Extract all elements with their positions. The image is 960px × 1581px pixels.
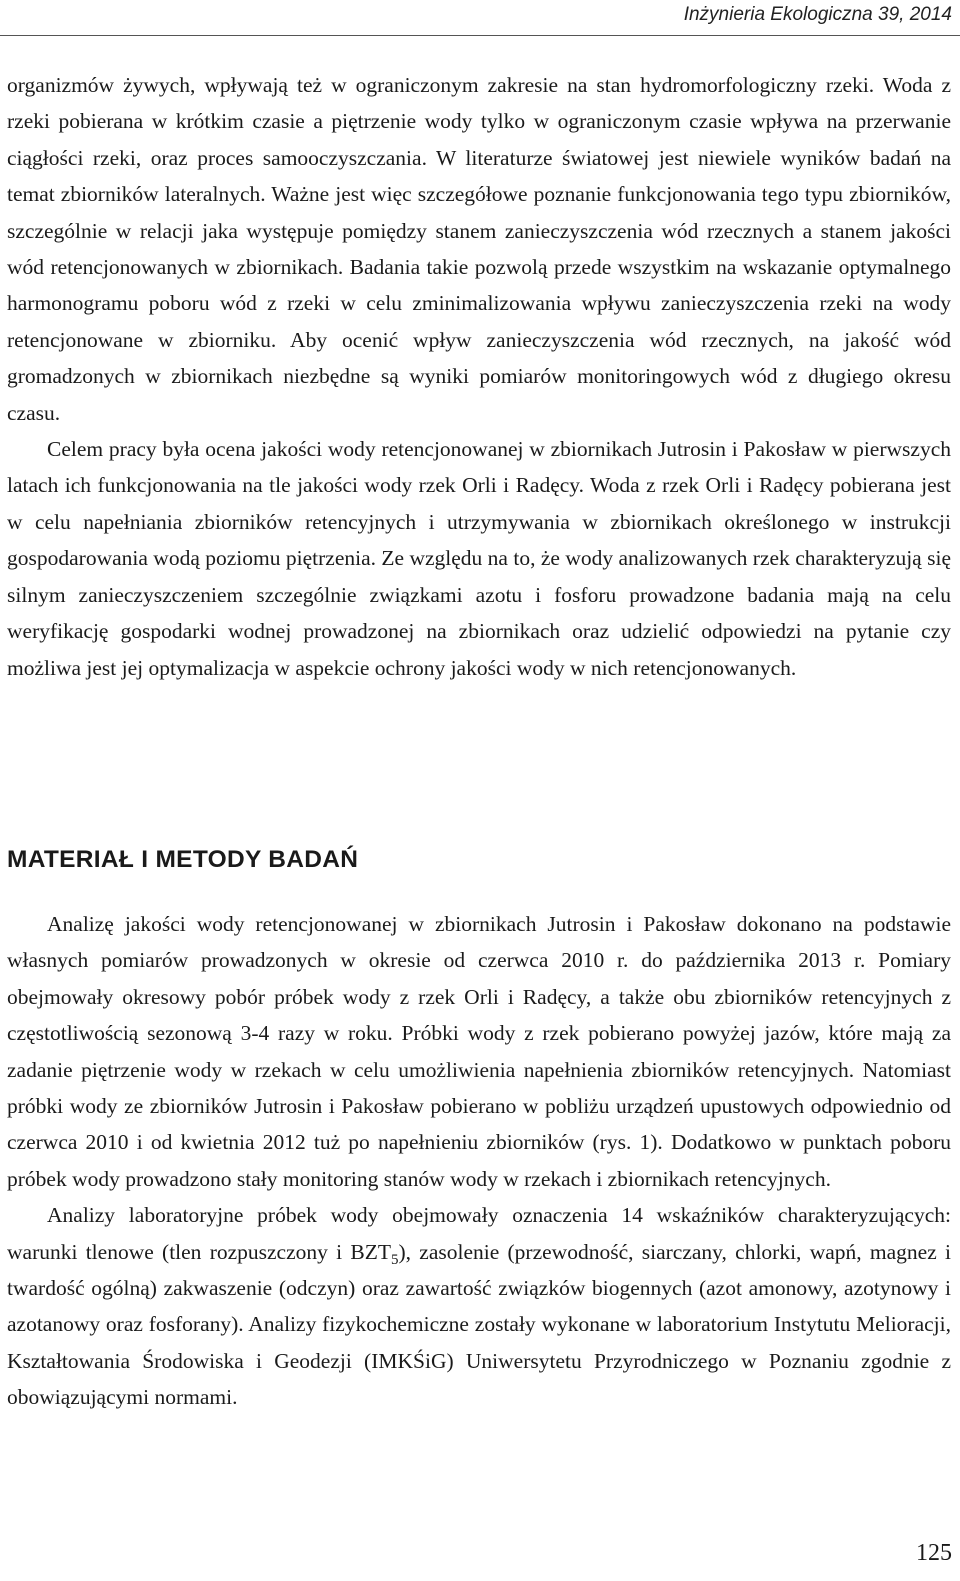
intro-section xyxy=(7,67,951,686)
bzt-subscript: 5 xyxy=(390,1251,399,1268)
methods-paragraph-2-text-a: Analizy laboratoryjne próbek wody obejmowały oznaczenia 14 wskaźników charakteryzujących: warunki tlenowe (tlen rozpuszczony i BZT xyxy=(7,1203,951,1264)
running-header-journal: Inżynieria Ekologiczna 39, 2014 xyxy=(683,4,952,25)
methods-paragraph-1: Analizę jakości wody retencjonowanej w zbiornikach Jutrosin i Pakosław dokonano na podstawie własnych pomiarów prowadzonych w okresie od czerwca 2010 r. do października 2013 r. Pomiary obejmowały okresowy pobór próbek wody z rzek Orli i Radęcy, a także obu zbiorników retencyjnych z częstotliwością sezonową 3-4 razy w roku. Próbki wody z rzek pobierano powyżej jazów, które mają za zadanie piętrzenie wody w rzekach w celu umożliwienia napełnienia zbiorników retencyjnych. Natomiast próbki wody ze zbiorników Jutrosin i Pakosław pobierano w pobliżu urządzeń upustowych odpowiednio od czerwca 2010 i od kwietnia 2012 tuż po napełnieniu zbiorników (rys. 1). Dodatkowo w punktach poboru próbek wody prowadzono stały monitoring stanów wody w rzekach i zbiornikach retencyjnych. xyxy=(7,912,951,1191)
methods-section xyxy=(7,906,951,1416)
intro-paragraph-2: Celem pracy była ocena jakości wody retencjonowanej w zbiornikach Jutrosin i Pakosław w pierwszych latach ich funkcjonowania na tle jakości wody rzek Orli i Radęcy. Woda z rzek Orli i Radęcy pobierana jest w celu napełniania zbiorników retencyjnych i utrzymywania w zbiornikach określonego w instrukcji gospodarowania wodą poziomu piętrzenia. Ze względu na to, że wody analizowanych rzek charakteryzują się silnym zanieczyszczeniem szczególnie związkami azotu i fosforu prowadzone badania mają na celu weryfikację gospodarki wodnej prowadzonej na zbiornikach oraz udzielić odpowiedzi na pytanie czy możliwa jest jej optymalizacja w aspekcie ochrony jakości wody w nich retencjonowanych. xyxy=(7,437,951,680)
section-heading: MATERIAŁ I METODY BADAŃ xyxy=(7,846,359,873)
methods-paragraph-2-text-b: ), zasolenie (przewodność, siarczany, chlorki, wapń, magnez i twardość ogólną) zakwaszenie (odczyn) oraz zawartość związków biogennych (azot amonowy, azotynowy i azotanowy oraz fosforany). Analizy fizykochemiczne zostały wykonane w laboratorium Instytutu Melioracji, Kształtowania Środowiska i Geodezji (IMKŚiG) Uniwersytetu Przyrodniczego w Poznaniu zgodnie z obowiązującymi normami. xyxy=(7,1239,951,1410)
intro-paragraph-1: organizmów żywych, wpływają też w ograniczonym zakresie na stan hydromorfologiczny rzeki. Woda z rzeki pobierana w krótkim czasie a piętrzenie wody tylko w ograniczonym czasie wpływa na przerwanie ciągłości rzeki, oraz proces samooczyszczania. W literaturze światowej jest niewiele wyników badań na temat zbiorników lateralnych. Ważne jest więc szczegółowe poznanie funkcjonowania tego typu zbiorników, szczególnie w relacji jaka występuje pomiędzy stanem zanieczyszczenia wód rzecznych a stanem jakości wód retencjonowanych w zbiornikach. Badania takie pozwolą przede wszystkim na wskazanie optymalnego harmonogramu poboru wód z rzeki w celu zminimalizowania wpływu zanieczyszczenia rzeki na wody retencjonowane w zbiorniku. Aby ocenić wpływ zanieczyszczenia wód rzecznych, na jakość wód gromadzonych w zbiornikach niezbędne są wyniki pomiarów monitoringowych wód z długiego okresu czasu. xyxy=(7,73,951,425)
methods-paragraph-2 xyxy=(7,1197,951,1415)
header-divider xyxy=(0,35,960,36)
page-number: 125 xyxy=(916,1540,952,1566)
